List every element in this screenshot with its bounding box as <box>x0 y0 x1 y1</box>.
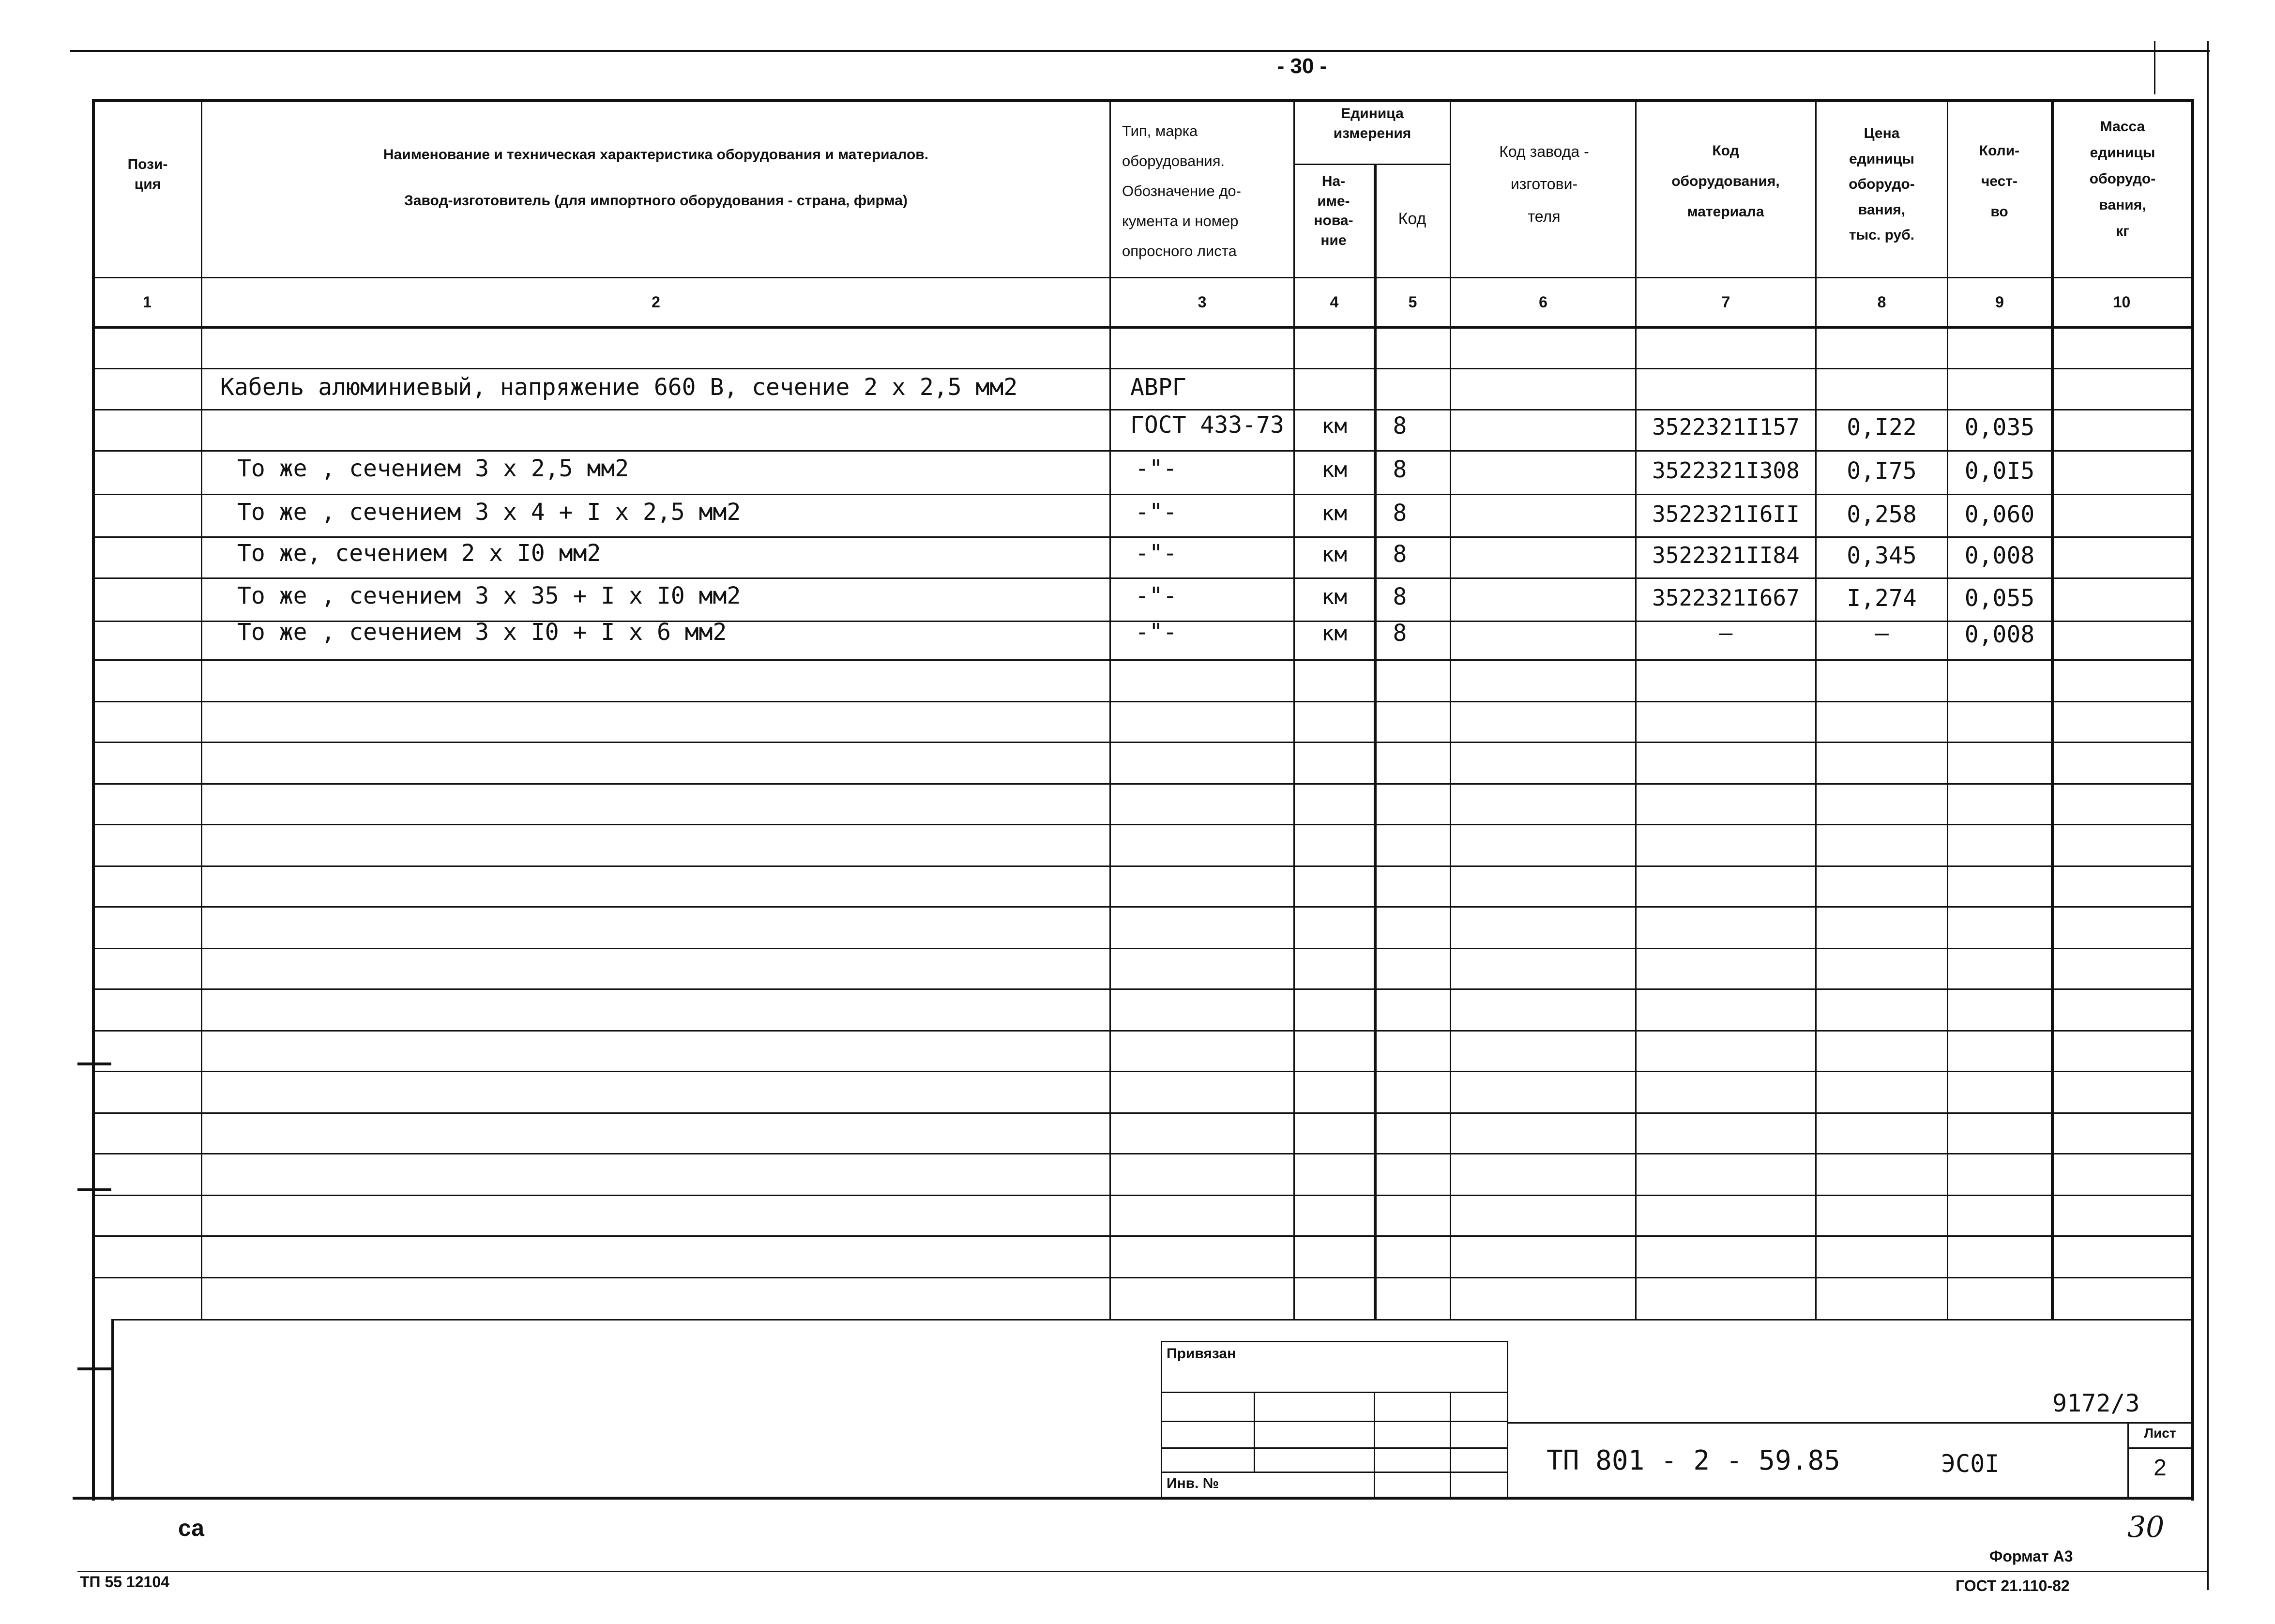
privyazan-row1 <box>1161 1392 1507 1393</box>
row-line-8 <box>92 659 2193 661</box>
header-mass: Масса единицы оборудо- вания, кг <box>2089 119 2156 239</box>
footer-left-mark: са <box>178 1516 204 1541</box>
row3-qty: 0,0I5 <box>1964 457 2035 485</box>
handwritten-page-number: 30 <box>2127 1510 2165 1544</box>
designation-top-line <box>1507 1422 2193 1424</box>
privyazan-right <box>1507 1341 1508 1498</box>
header-type: Тип, марка оборудования. Обозначение до- кумента и номер опросного листа <box>1122 122 1241 259</box>
margin-tick-3 <box>77 1367 111 1370</box>
footer-bottom-left: ТП 55 12104 <box>80 1573 169 1591</box>
row2-price: 0,I22 <box>1847 414 1917 441</box>
row2-mat-code: 3522321I157 <box>1652 414 1800 440</box>
row5-code: 8 <box>1393 541 1407 568</box>
row6-name: То же , сечением 3 х 35 + I х I0 мм2 <box>237 582 741 609</box>
col-sep-7 <box>1815 99 1817 1319</box>
row4-qty: 0,060 <box>1964 501 2035 528</box>
section-code: ЭС0I <box>1941 1450 2000 1478</box>
row5-unit: км <box>1321 542 1347 567</box>
row-line-13 <box>92 865 2193 867</box>
header-unit-name: На- име- нова- ние <box>1314 173 1353 248</box>
colnum-9: 9 <box>1995 293 2004 311</box>
row2-type: ГОСТ 433-73 <box>1130 411 1284 439</box>
row-line-18 <box>92 1071 2193 1072</box>
row5-name: То же, сечением 2 х I0 мм2 <box>237 540 601 567</box>
row7-price: – <box>1875 620 1889 647</box>
header-unit-group: Единица измерения <box>1333 106 1411 141</box>
table-top-border <box>92 99 2193 102</box>
privyazan-label: Привязан <box>1167 1346 1236 1362</box>
row-line-11 <box>92 783 2193 785</box>
row-line-19 <box>92 1112 2193 1114</box>
sheet-number: 2 <box>2154 1455 2167 1481</box>
row3-code: 8 <box>1393 456 1407 483</box>
row3-unit: км <box>1321 457 1347 482</box>
top-right-corner-line <box>2154 41 2155 94</box>
col-sep-2 <box>1109 99 1111 1319</box>
row-line-5 <box>92 536 2193 538</box>
row7-mat-code: – <box>1719 620 1733 646</box>
row3-type: -"- <box>1135 455 1177 482</box>
row-line-21 <box>92 1195 2193 1196</box>
header-position: Пози- ция <box>127 156 168 192</box>
row-line-12 <box>92 824 2193 825</box>
privyazan-vsep2 <box>1374 1392 1375 1498</box>
row-line-4 <box>92 494 2193 495</box>
stamp-bottom-line <box>73 1497 2193 1500</box>
colnum-10: 10 <box>2113 293 2131 311</box>
row-line-23 <box>92 1277 2193 1278</box>
sheet-sep <box>2127 1422 2129 1498</box>
top-border-line <box>70 50 2210 52</box>
row-line-10 <box>92 742 2193 743</box>
unit-group-line <box>1293 164 1450 165</box>
sheet-label: Лист <box>2144 1426 2176 1441</box>
privyazan-vsep3 <box>1450 1392 1451 1498</box>
footer-gost: ГОСТ 21.110-82 <box>1956 1577 2070 1594</box>
row6-unit: км <box>1321 585 1347 609</box>
colnum-3: 3 <box>1198 293 1207 311</box>
privyazan-top <box>1161 1341 1507 1342</box>
row7-type: -"- <box>1135 619 1177 646</box>
row7-unit: км <box>1321 621 1347 646</box>
row1-type: АВРГ <box>1130 374 1186 401</box>
row-line-6 <box>92 577 2193 579</box>
row3-mat-code: 3522321I308 <box>1652 457 1800 484</box>
privyazan-row3 <box>1161 1447 1507 1449</box>
row5-mat-code: 3522321II84 <box>1652 542 1800 568</box>
row2-qty: 0,035 <box>1964 414 2035 441</box>
row6-code: 8 <box>1393 583 1407 610</box>
privyazan-left <box>1161 1341 1162 1498</box>
col-sep-6 <box>1635 99 1637 1319</box>
colnum-8: 8 <box>1877 293 1886 311</box>
privyazan-row4 <box>1161 1472 1507 1473</box>
header-name-line1: Наименование и техническая характеристика оборудования и материалов. <box>383 147 929 163</box>
row-line-3 <box>92 450 2193 452</box>
col-sep-1 <box>201 99 202 1319</box>
right-border-line <box>2207 41 2209 1590</box>
row-line-2 <box>92 409 2193 410</box>
row6-price: I,274 <box>1847 585 1917 612</box>
row-line-16 <box>92 988 2193 990</box>
row4-mat-code: 3522321I6II <box>1652 501 1800 527</box>
row5-price: 0,345 <box>1847 542 1917 569</box>
row-line-1 <box>92 368 2193 369</box>
colnum-bottom-line <box>92 326 2193 329</box>
row7-name: То же , сечением 3 х I0 + I х 6 мм2 <box>237 619 727 646</box>
row5-qty: 0,008 <box>1964 542 2035 569</box>
col-sep-5 <box>1450 99 1451 1319</box>
doc-number: 9172/3 <box>2052 1389 2140 1417</box>
header-quantity: Коли- чест- во <box>1979 143 2020 220</box>
margin-tick-2 <box>77 1188 111 1191</box>
colnum-6: 6 <box>1539 293 1547 311</box>
page-number: - 30 - <box>1277 54 1327 78</box>
row2-unit: км <box>1321 414 1347 439</box>
colnum-2: 2 <box>652 293 660 311</box>
stamp-left-line <box>111 1319 114 1501</box>
row2-code: 8 <box>1393 412 1407 440</box>
row1-name: Кабель алюминиевый, напряжение 660 В, сечение 2 х 2,5 мм2 <box>220 374 1018 401</box>
right-frame-line <box>2191 99 2194 1501</box>
row-line-14 <box>92 906 2193 908</box>
footer-format: Формат А3 <box>1989 1548 2073 1565</box>
row-line-22 <box>92 1235 2193 1237</box>
row-line-9 <box>92 701 2193 702</box>
header-bottom-line <box>92 277 2193 278</box>
colnum-7: 7 <box>1721 293 1730 311</box>
row3-price: 0,I75 <box>1847 457 1917 485</box>
inv-no-label: Инв. № <box>1167 1475 1219 1491</box>
row-line-20 <box>92 1153 2193 1154</box>
row7-code: 8 <box>1393 620 1407 647</box>
colnum-5: 5 <box>1408 293 1417 311</box>
header-price: Цена единицы оборудо- вания, тыс. руб. <box>1849 125 1915 243</box>
margin-tick-1 <box>77 1062 111 1065</box>
row-line-17 <box>92 1030 2193 1032</box>
stamp-top-line <box>111 1319 2193 1320</box>
row4-type: -"- <box>1135 499 1177 526</box>
sheet-label-line <box>2127 1447 2193 1449</box>
row6-mat-code: 3522321I667 <box>1652 585 1800 611</box>
row3-name: То же , сечением 3 х 2,5 мм2 <box>237 455 629 482</box>
row5-type: -"- <box>1135 540 1177 567</box>
header-factory-code: Код завода - изготови- теля <box>1499 143 1589 226</box>
row4-price: 0,258 <box>1847 501 1917 528</box>
row6-qty: 0,055 <box>1964 585 2035 612</box>
privyazan-row2 <box>1161 1421 1507 1422</box>
row4-unit: км <box>1321 501 1347 526</box>
header-unit-code: Код <box>1398 210 1426 228</box>
col-sep-9 <box>2051 99 2054 1319</box>
row4-name: То же , сечением 3 х 4 + I х 2,5 мм2 <box>237 499 741 526</box>
row4-code: 8 <box>1393 500 1407 527</box>
header-equipment-code: Код оборудования, материала <box>1671 143 1780 220</box>
row7-qty: 0,008 <box>1964 621 2035 648</box>
col-sep-8 <box>1947 99 1948 1319</box>
row-line-15 <box>92 948 2193 949</box>
designation: ТП 801 - 2 - 59.85 <box>1547 1445 1840 1476</box>
col-sep-3 <box>1293 99 1295 1319</box>
header-name-line2: Завод-изготовитель (для импортного оборудования - страна, фирма) <box>404 193 908 209</box>
colnum-1: 1 <box>143 293 152 311</box>
row6-type: -"- <box>1135 582 1177 609</box>
colnum-4: 4 <box>1330 293 1339 311</box>
footer-line <box>77 1571 2207 1572</box>
privyazan-vsep1 <box>1254 1392 1255 1472</box>
